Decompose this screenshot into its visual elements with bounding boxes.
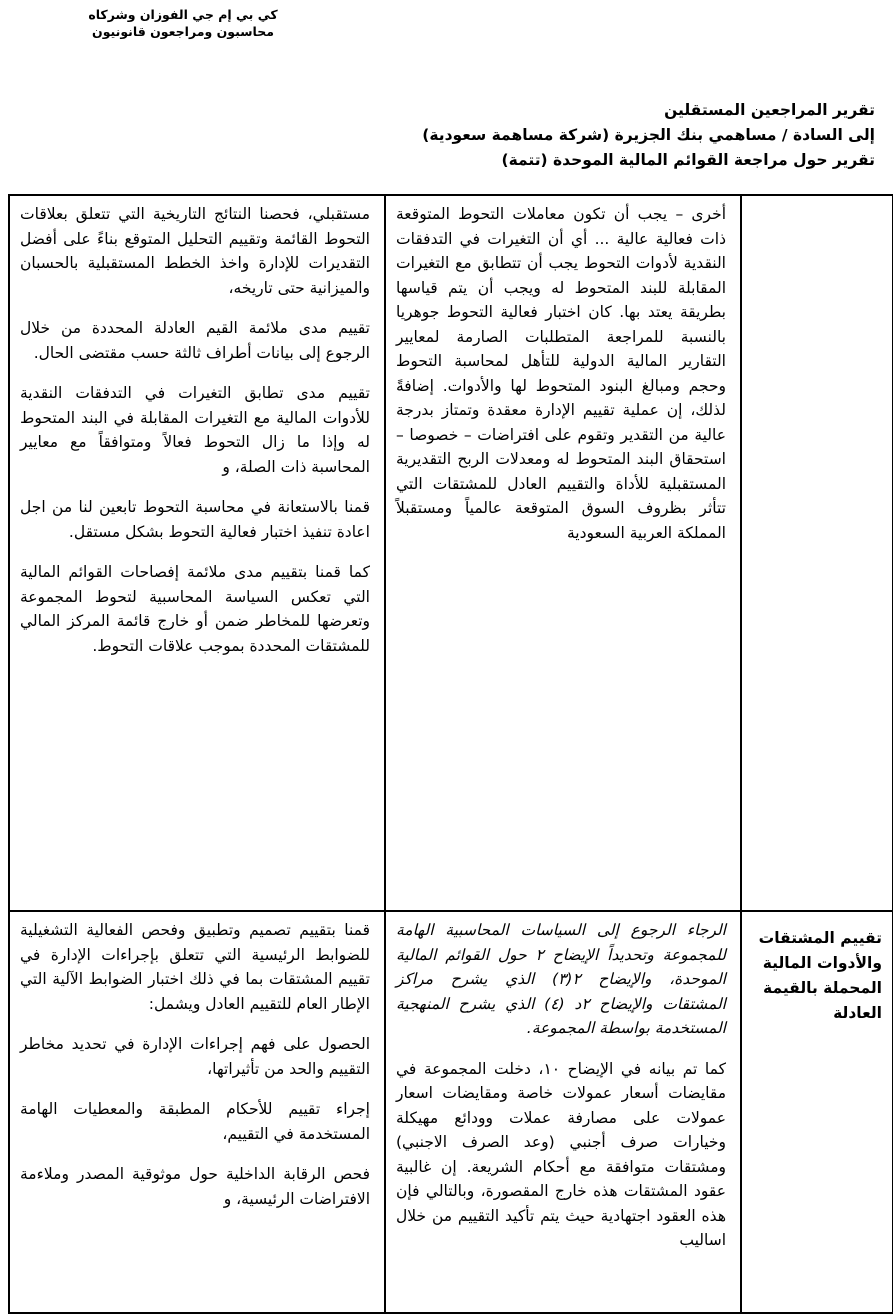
report-addressee: إلى السادة / مساهمي بنك الجزيرة (شركة مساهمة سعودية) bbox=[422, 126, 875, 144]
matter-reference-paragraph: الرجاء الرجوع إلى السياسات المحاسبية الهامة للمجموعة وتحديداً الإيضاح ٢ حول القوائم المالية الموحدة، والإيضاح ٢(٣) الذي يشرح مراكز المشتقات والإيضاح ٢د (٤) الذي يشرح المنهجية المستخدمة بواسطة المجموعة. bbox=[396, 921, 726, 1037]
audit-response-paragraph: تقييم مدى ملائمة القيم العادلة المحددة من خلال الرجوع إلى بيانات أطراف ثالثة حسب مقتضى الحال. bbox=[20, 319, 370, 362]
audit-response-paragraph: مستقبلي، فحصنا النتائج التاريخية التي تتعلق بعلاقات التحوط القائمة وتقييم التحليل المتوقع بناءً على أفضل التقديرات للإدارة واخذ الخطط المستقبلية بالحسبان والميزانية حتى تاريخه، bbox=[20, 205, 370, 297]
matter-label: تقييم المشتقات والأدوات المالية المحملة بالقيمة العادلة bbox=[758, 929, 882, 1022]
matter-description-cell bbox=[385, 195, 741, 911]
matter-label-cell bbox=[741, 911, 893, 1313]
audit-response-cell bbox=[9, 195, 385, 911]
audit-response-paragraph: كما قمنا بتقييم مدى ملائمة إفصاحات القوائم المالية التي تعكس السياسة المحاسبية لتحوط المجموعة وتعرضها للمخاطر ضمن أو خارج قائمة المركز المالي للمشتقات المحددة بموجب علاقات التحوط. bbox=[20, 563, 370, 655]
table-row bbox=[9, 195, 893, 911]
table-row bbox=[9, 911, 893, 1313]
matter-label-cell bbox=[741, 195, 893, 911]
audit-response-paragraph: تقييم مدى تطابق التغيرات في التدفقات النقدية للأدوات المالية مع التغيرات المقابلة في البند المتحوط له وإذا ما زال التحوط فعالاً ومتوافقاً مع معايير المحاسبة ذات الصلة، و bbox=[20, 384, 370, 476]
audit-response-cell bbox=[9, 911, 385, 1313]
matter-description-cell bbox=[385, 911, 741, 1313]
firm-name: كي بي إم جي الفوزان وشركاه bbox=[88, 7, 278, 22]
matter-description-paragraph: كما تم بيانه في الإيضاح ١٠، دخلت المجموعة في مقايضات أسعار عمولات خاصة ومقايضات اسعار عمولات على مصارفة عملات وودائع مهيكلة وخيارات صرف أجنبي (وعد الصرف الاجنبي) ومشتقات متوافقة مع أحكام الشريعة. إن غالبية عقود المشتقات هذه خارج المقصورة، وبالتالي فإن هذه العقود اجتهادية حيث يتم تأكيد التقييم من خلال اساليب bbox=[396, 1059, 726, 1249]
matter-description-paragraph: أخرى – يجب أن تكون معاملات التحوط المتوقعة ذات فعالية عالية ... أي أن التغيرات في التدفقات النقدية لأدوات التحوط يجب أن تتطابق مع التغيرات المقابلة للبند المتحوط له ويجب أن يتم قياسها بطريقة يعتد بها. كان اختبار فعالية التحوط جوهريا بالنسبة للمراجعة المتطلبات الصارمة لمعايير التقارير المالية الدولية للتأهل لمحاسبة التحوط وحجم ومبالغ البنود المتحوط لها والأدوات. إضافةً لذلك، إن عملية تقييم الإدارة معقدة وتمتاز بدرجة عالية من التقدير وتقوم على افتراضات – خصوصا – استحقاق البند المتحوط له ومعدلات الربح التقديرية المستقبلية للأداة والتقييم العادل للمشتقات التي تتأثر بظروف السوق المتوقعة عالمياً ومستقبلاً المملكة العربية السعودية bbox=[396, 205, 726, 542]
report-heading bbox=[155, 98, 875, 173]
firm-subtitle: محاسبون ومراجعون قانونيون bbox=[92, 24, 274, 39]
audit-response-paragraph: قمنا بالاستعانة في محاسبة التحوط تابعين لنا من اجل اعادة تنفيذ اختبار فعالية التحوط بشكل مستقل. bbox=[20, 498, 370, 541]
audit-response-paragraph: قمنا بتقييم تصميم وتطبيق وفحص الفعالية التشغيلية للضوابط الرئيسية التي تتعلق بإجراءات الإدارة في تقييم المشتقات بما في ذلك اختبار الضوابط الآلية التي الإطار العام للتقييم العادل ويشمل: bbox=[20, 921, 370, 1013]
matter-label bbox=[742, 196, 892, 210]
audit-response-paragraph: فحص الرقابة الداخلية حول موثوقية المصدر وملاءمة الافتراضات الرئيسية، و bbox=[20, 1165, 370, 1208]
audit-response-paragraph: إجراء تقييم للأحكام المطبقة والمعطيات الهامة المستخدمة في التقييم، bbox=[20, 1100, 370, 1143]
audit-response-paragraph: الحصول على فهم إجراءات الإدارة في تحديد مخاطر التقييم والحد من تأثيراتها، bbox=[20, 1035, 370, 1078]
report-title: تقرير المراجعين المستقلين bbox=[664, 101, 875, 119]
firm-header bbox=[88, 6, 278, 40]
key-audit-matters-table bbox=[8, 194, 893, 1314]
report-subtitle: تقرير حول مراجعة القوائم المالية الموحدة (تتمة) bbox=[501, 151, 875, 169]
